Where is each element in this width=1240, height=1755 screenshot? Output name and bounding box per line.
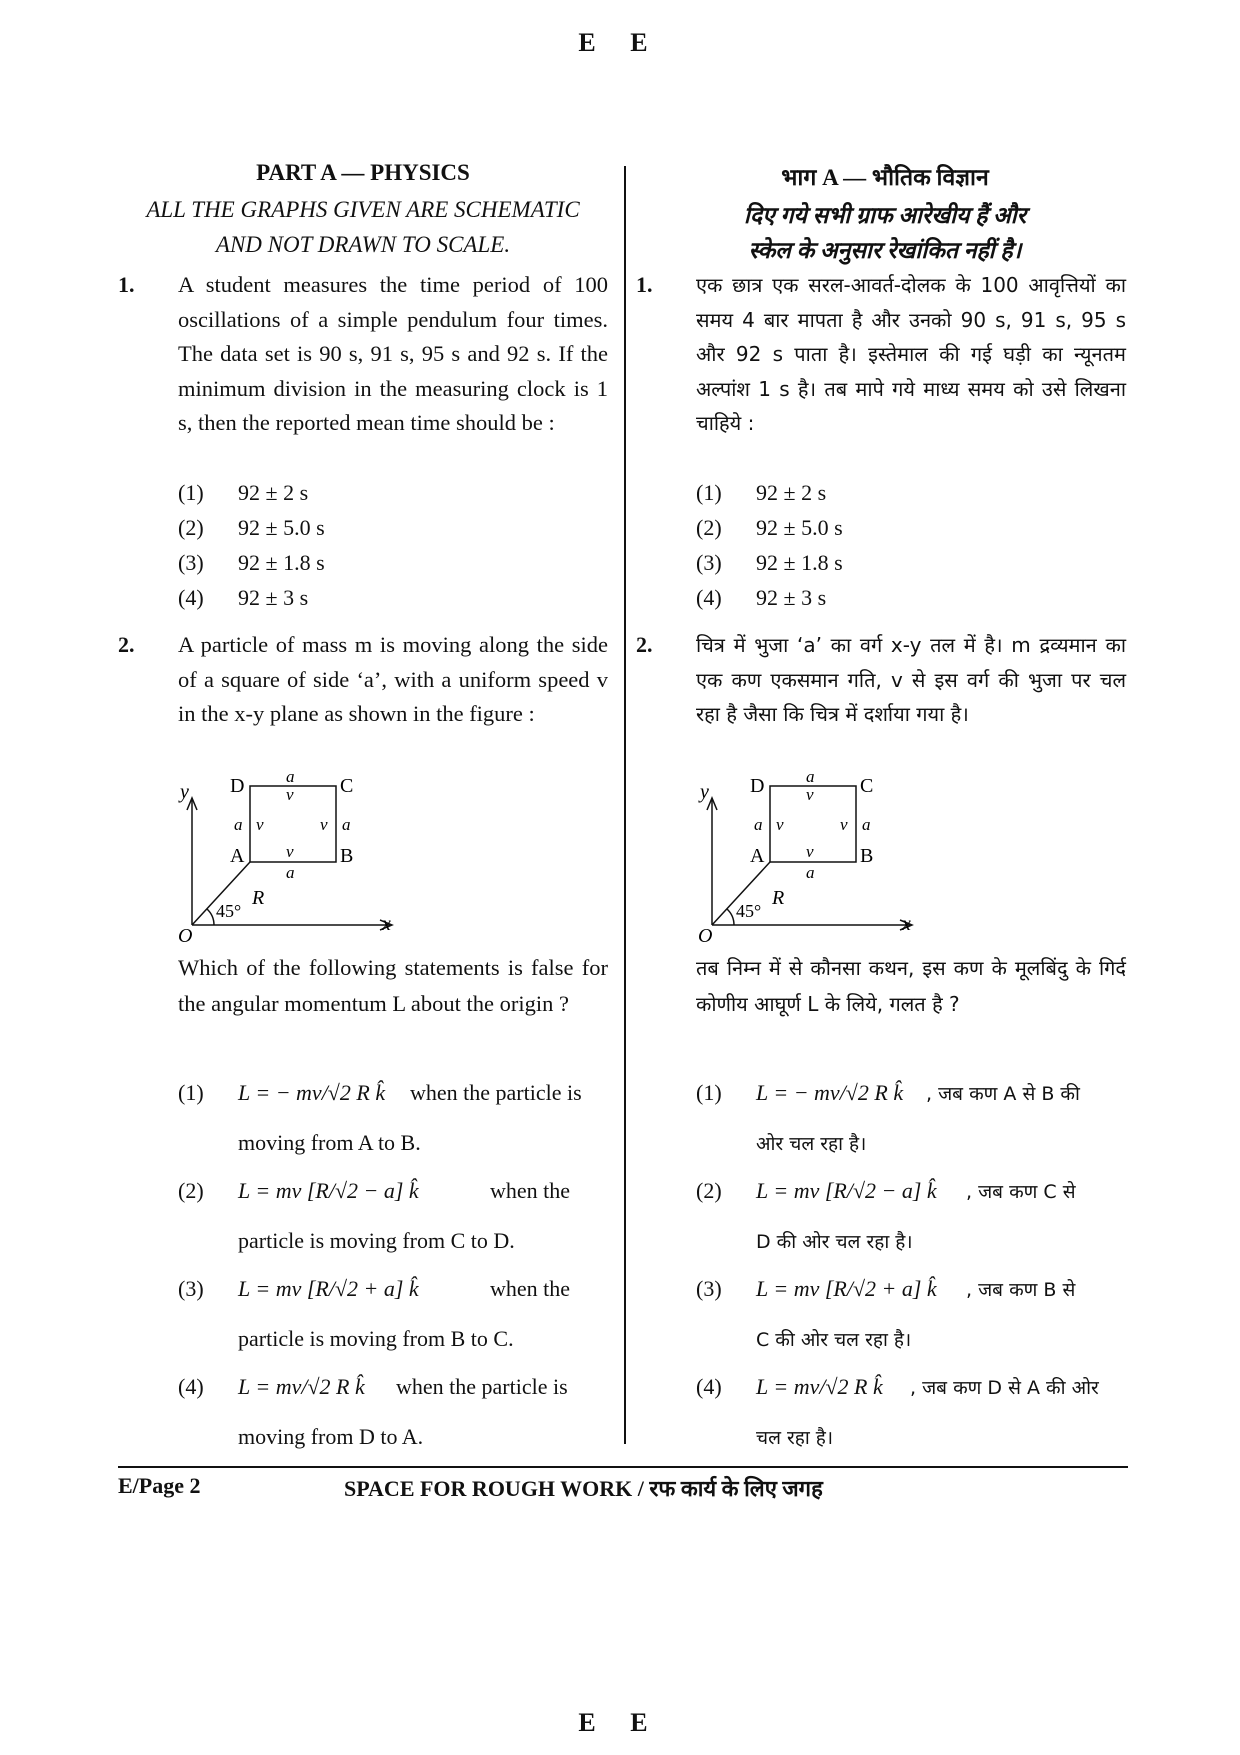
equation-2 [238,1178,419,1204]
option-tail: , जब कण A से B की [926,1083,1080,1105]
question-number: 2. [118,632,135,657]
equation-2 [756,1178,937,1204]
corner-C-label: C [860,775,874,797]
option-continuation: ओर चल रहा है। [756,1133,867,1155]
equation-body: = mv/√2 R k̂ [773,1374,883,1399]
equation-4 [756,1374,883,1400]
equation-3 [756,1276,937,1302]
option-number: (2) [178,515,204,540]
corner-B-label: B [340,845,354,867]
option-continuation: D की ओर चल रहा है। [756,1231,913,1253]
question-text: तब निम्न में से कौनसा कथन, इस कण के मूलबिंदु के गिर्द कोणीय आघूर्ण L के लिये, गलत है ? [696,956,1126,1016]
velocity-label-v: v [806,785,814,804]
R-label: R [772,887,785,909]
left-title: PART A — PHYSICS [256,160,470,185]
equation-body: = mv/√2 R k̂ [255,1374,365,1399]
equation-body: = mv [R/√2 − a] k̂ [773,1178,937,1203]
velocity-label-v: v [320,815,328,834]
side-label-a: a [342,815,351,834]
option-number: (4) [696,1374,722,1399]
option-text: 92 ± 5.0 s [238,515,325,540]
question-text: Which of the following statements is false for the angular momentum L about the origin ? [178,955,608,1016]
option-number: (3) [178,550,204,575]
left-column [118,160,608,262]
option-number: (4) [696,585,722,610]
square-path-figure-left [170,770,410,950]
R-label: R [252,887,265,909]
right-subtitle-2: स्केल के अनुसार रेखांकित नहीं है। [748,238,1022,263]
question-text: A student measures the time period of 100 oscillations of a simple pendulum four times. The data set is 90 s, 91 s, 95 s and 92 s. If the minimum division in the measuring clock is 1 s, then the reported mean time should be : [178,272,608,435]
option-number: (2) [696,515,722,540]
L-vector: L [756,1276,768,1301]
equation-body: = mv [R/√2 + a] k̂ [773,1276,937,1301]
option-text: 92 ± 2 s [238,480,309,505]
option-text: 92 ± 5.0 s [756,515,843,540]
question-text: एक छात्र एक सरल-आवर्त-दोलक के 100 आवृत्तियों का समय 4 बार मापता है और उनको 90 s, 91 s, 95 s और 92 s पाता है। इस्तेमाल की गई घड़ी का न्यूनतम अल्पांश 1 s है। तब मापे गये माध्य समय को उसे लिखना चाहिये : [696,273,1126,435]
option-number: (2) [696,1178,722,1203]
option-text: 92 ± 1.8 s [238,550,325,575]
side-label-a: a [862,815,871,834]
velocity-label-v: v [776,815,784,834]
corner-B-label: B [860,845,874,867]
side-label-a: a [286,770,295,786]
equation-4 [238,1374,365,1400]
option-number: (4) [178,1374,204,1399]
option-number: (3) [178,1276,204,1301]
velocity-label-v: v [256,815,264,834]
column-divider [624,166,626,1444]
L-vector: L [238,1276,250,1301]
option-number: (1) [696,1080,722,1105]
right-title: भाग A — भौतिक विज्ञान [781,165,989,190]
x-axis-label: x [902,913,911,935]
question-number: 1. [636,272,653,297]
left-subtitle-2: AND NOT DRAWN TO SCALE. [215,232,511,257]
option-tail: , जब कण C से [966,1181,1076,1203]
L-vector: L [756,1080,768,1105]
origin-label: O [698,925,713,947]
option-number: (2) [178,1178,204,1203]
y-axis-label: y [700,781,709,803]
velocity-label-v: v [840,815,848,834]
side-label-a: a [754,815,763,834]
equation-1 [756,1080,903,1106]
option-continuation: moving from D to A. [238,1424,424,1449]
option-tail: , जब कण B से [966,1279,1076,1301]
origin-label: O [178,925,193,947]
corner-A-label: A [750,845,765,867]
equation-body: = − mv/√2 R k̂ [773,1080,904,1105]
angle-label: 45° [216,901,242,921]
velocity-label-v: v [286,785,294,804]
footer-marker: E E [578,1708,662,1737]
angle-label: 45° [736,901,762,921]
equation-body: = − mv/√2 R k̂ [255,1080,386,1105]
L-vector: L [238,1178,250,1203]
L-vector: L [756,1178,768,1203]
corner-D-label: D [230,775,245,797]
option-continuation: moving from A to B. [238,1130,421,1155]
side-label-a: a [806,863,815,882]
option-tail: when the particle is [396,1374,568,1399]
option-number: (3) [696,1276,722,1301]
option-number: (4) [178,585,204,610]
x-axis-label: x [382,913,391,935]
corner-A-label: A [230,845,245,867]
square-path-figure-right [690,770,930,950]
option-number: (3) [696,550,722,575]
option-text: 92 ± 3 s [756,585,827,610]
option-number: (1) [696,480,722,505]
side-label-a: a [806,770,815,786]
L-vector: L [238,1080,250,1105]
question-number: 1. [118,272,135,297]
header-marker: E E [578,28,662,57]
option-text: 92 ± 1.8 s [756,550,843,575]
question-text: A particle of mass m is moving along the side of a square of side ‘a’, with a uniform speed v in the x-y plane as shown in the figure : [178,632,608,726]
option-tail: , जब कण D से A की ओर [910,1377,1099,1399]
option-text: 92 ± 2 s [756,480,827,505]
side-label-a: a [234,815,243,834]
option-continuation: particle is moving from C to D. [238,1228,515,1253]
option-tail: when the [490,1178,571,1203]
option-continuation: particle is moving from B to C. [238,1326,514,1351]
option-number: (1) [178,1080,204,1105]
left-subtitle-1: ALL THE GRAPHS GIVEN ARE SCHEMATIC [146,197,580,222]
equation-3 [238,1276,419,1302]
option-text: 92 ± 3 s [238,585,309,610]
L-vector: L [756,1374,768,1399]
corner-C-label: C [340,775,354,797]
corner-D-label: D [750,775,765,797]
option-continuation: चल रहा है। [756,1427,834,1449]
equation-body: = mv [R/√2 − a] k̂ [255,1178,419,1203]
option-continuation: C की ओर चल रहा है। [756,1329,912,1351]
option-tail: when the particle is [410,1080,582,1105]
footer-rule [118,1466,1128,1468]
y-axis-label: y [180,781,189,803]
equation-1 [238,1080,385,1106]
right-subtitle-1: दिए गये सभी ग्राफ आरेखीय हैं और [743,203,1027,228]
L-vector: L [238,1374,250,1399]
question-number: 2. [636,632,653,657]
equation-body: = mv [R/√2 + a] k̂ [255,1276,419,1301]
question-text: चित्र में भुजा ‘a’ का वर्ग x-y तल में है। m द्रव्यमान का एक कण एकसमान गति, v से इस वर्ग की भुजा पर चल रहा है जैसा कि चित्र में दर्शाया गया है। [696,633,1126,726]
velocity-label-v: v [806,842,814,861]
option-number: (1) [178,480,204,505]
side-label-a: a [286,863,295,882]
velocity-label-v: v [286,842,294,861]
page-number: E/Page 2 [118,1473,201,1498]
option-tail: when the [490,1276,571,1301]
right-column [640,160,1130,268]
rough-work-label: SPACE FOR ROUGH WORK / रफ कार्य के लिए जगह [344,1476,823,1501]
